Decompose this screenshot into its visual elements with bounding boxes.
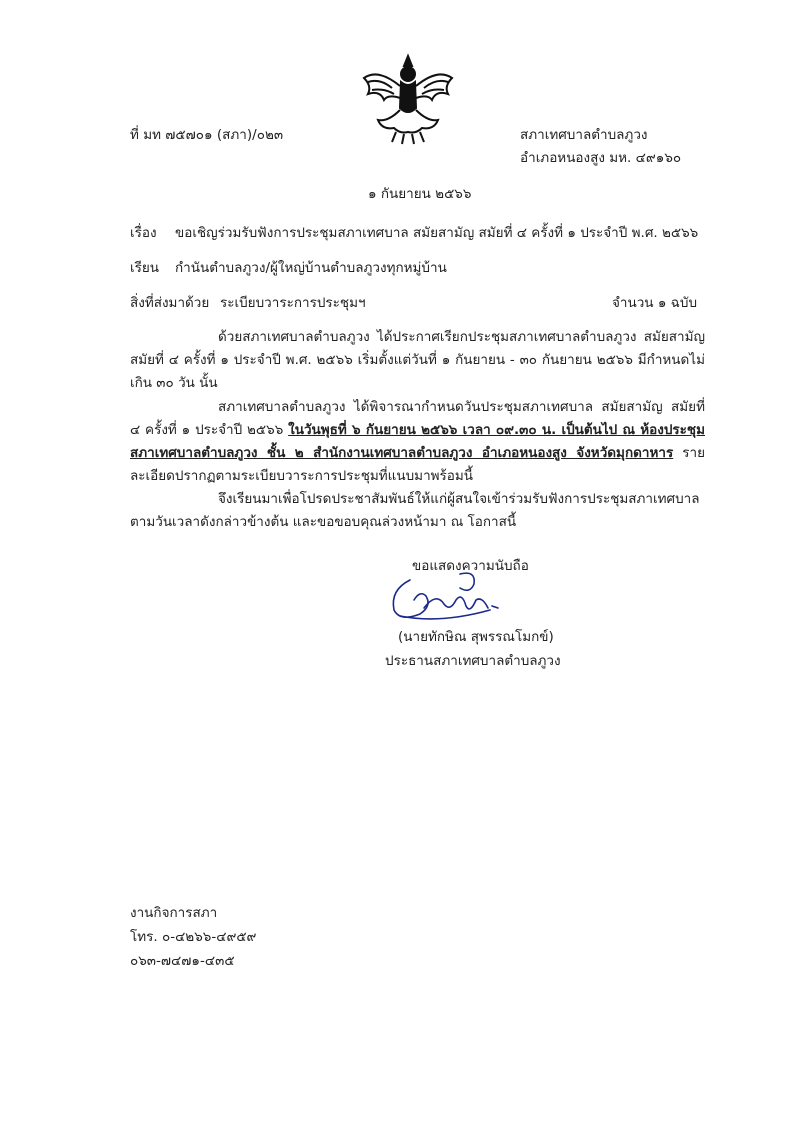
enclosure-count: จำนวน ๑ ฉบับ [612,295,698,311]
footer-department: งานกิจการสภา [130,905,218,921]
meeting-details: ในวันพุธที่ ๖ กันยายน ๒๕๖๖ เวลา ๐๙.๓๐ น. เป็นต้นไป ณ ห้องประชุมสภาเทศบาลตำบลภูวง ชั้น ๒ สำนักงานเทศบาลตำบลภูวง อำเภอหนองสูง จังหวัดมุกดาหาร [130,422,705,461]
signer-name: (นายทักษิณ สุพรรณโมกข์) [398,629,554,645]
office-name: สภาเทศบาลตำบลภูวง [520,127,648,143]
paragraph-3-text: จึงเรียนมาเพื่อโปรดประชาสัมพันธ์ให้แก่ผู้สนใจเข้าร่วมรับฟังการประชุมสภาเทศบาล ตามวันเวลาดังกล่าวข้างต้น และขอขอบคุณล่วงหน้ามา ณ โอกาสนี้ [130,491,700,530]
office-address: อำเภอหนองสูง มห. ๔๙๑๖๐ [520,150,682,166]
subject-text: ขอเชิญร่วมรับฟังการประชุมสภาเทศบาล สมัยสามัญ สมัยที่ ๔ ครั้งที่ ๑ ประจำปี พ.ศ. ๒๕๖๖ [175,225,699,241]
enclosure-label: สิ่งที่ส่งมาด้วย [130,295,210,311]
enclosure-text: ระเบียบวาระการประชุมฯ [220,295,366,311]
reference-number: ที่ มท ๗๕๗๐๑ (สภา)/๐๒๓ [130,127,284,143]
paragraph-2-text-a: สภาเทศบาลตำบลภูวง ได้พิจารณากำหนดวันประชุมสภาเทศบาล สมัยสามัญ สมัยที่ ๔ ครั้งที่ ๑ ประจำปี ๒๕๖๖ [130,399,705,438]
body-paragraph-1 [130,326,705,395]
garuda-emblem-icon [358,48,458,148]
footer-phone-2: ๐๖๓-๗๔๗๑-๔๓๕ [130,953,235,969]
body-paragraph-3 [130,488,705,534]
recipient-label: เรียน [130,260,160,276]
paragraph-2-text-c: รายละเอียดปรากฏตามระเบียบวาระการประชุมที่แนบมาพร้อมนี้ [130,445,705,484]
subject-label: เรื่อง [130,225,157,241]
letter-date: ๑ กันยายน ๒๕๖๖ [368,186,472,202]
signature-icon [380,570,520,630]
closing-regards: ขอแสดงความนับถือ [412,558,529,574]
signer-position: ประธานสภาเทศบาลตำบลภูวง [385,653,561,669]
paragraph-1-text: ด้วยสภาเทศบาลตำบลภูวง ได้ประกาศเรียกประชุมสภาเทศบาลตำบลภูวง สมัยสามัญ สมัยที่ ๔ ครั้งที่ ๑ ประจำปี พ.ศ. ๒๕๖๖ เริ่มตั้งแต่วันที่ ๑ กันยายน - ๓๐ กันยายน ๒๕๖๖ มีกำหนดไม่เกิน ๓๐ วัน นั้น [130,329,705,391]
footer-phone-1: โทร. ๐-๔๒๖๖-๔๙๕๙ [130,929,257,945]
body-paragraph-2 [130,396,705,488]
recipient-text: กำนันตำบลภูวง/ผู้ใหญ่บ้านตำบลภูวงทุกหมู่บ้าน [175,260,447,276]
